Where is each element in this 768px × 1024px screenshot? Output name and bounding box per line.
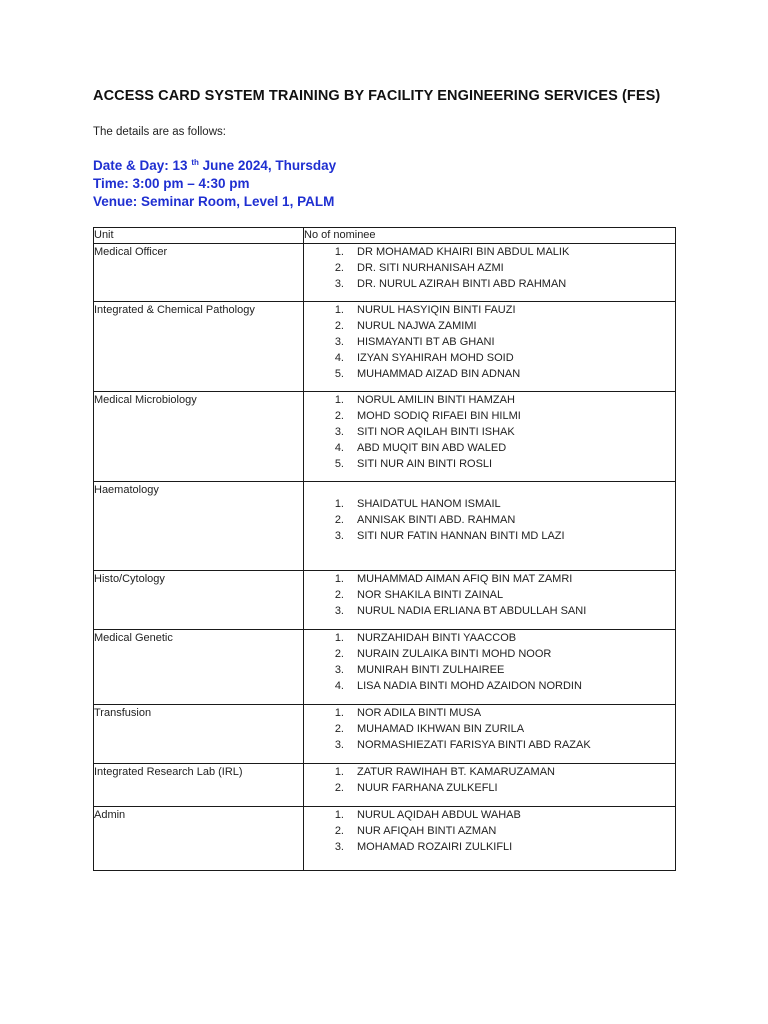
nominee-number: 3.	[334, 426, 344, 438]
nominee-number: 1.	[334, 573, 344, 585]
nominee-number: 5.	[334, 458, 344, 470]
nominee-number: 1.	[334, 632, 344, 644]
nominee-item	[304, 839, 675, 855]
event-details	[93, 157, 336, 211]
nominee-cell	[304, 571, 676, 630]
nominee-cell	[304, 807, 676, 871]
nominee-number: 3.	[334, 739, 344, 751]
nominee-number: 1.	[334, 246, 344, 258]
nominee-name: MUHAMAD IKHWAN BIN ZURILA	[357, 723, 525, 735]
nominee-name: IZYAN SYAHIRAH MOHD SOID	[357, 352, 514, 364]
nominee-list	[304, 571, 675, 619]
nominee-number: 2.	[334, 320, 344, 332]
nominee-number: 1.	[334, 304, 344, 316]
nominee-item	[304, 737, 675, 753]
nominee-item	[304, 780, 675, 796]
unit-cell: Medical Genetic	[94, 630, 304, 705]
nominee-item	[304, 721, 675, 737]
nominee-item	[304, 571, 675, 587]
nominee-name: ANNISAK BINTI ABD. RAHMAN	[357, 514, 516, 526]
nominee-item	[304, 678, 675, 694]
nominee-name: MOHD SODIQ RIFAEI BIN HILMI	[357, 410, 521, 422]
event-time: Time: 3:00 pm – 4:30 pm	[93, 176, 250, 191]
nominee-list	[304, 807, 675, 855]
header-unit: Unit	[94, 228, 304, 244]
nominee-name: DR MOHAMAD KHAIRI BIN ABDUL MALIK	[357, 246, 570, 258]
nominee-item	[304, 630, 675, 646]
nominee-name: MUHAMMAD AIZAD BIN ADNAN	[357, 368, 521, 380]
event-venue: Venue: Seminar Room, Level 1, PALM	[93, 194, 335, 209]
nominee-name: DR. NURUL AZIRAH BINTI ABD RAHMAN	[357, 278, 567, 290]
nominee-item	[304, 334, 675, 350]
nominee-item	[304, 823, 675, 839]
nominee-number: 1.	[334, 766, 344, 778]
nominee-cell	[304, 392, 676, 482]
nominee-table	[93, 227, 676, 871]
nominee-number: 4.	[334, 680, 344, 692]
nominee-name: DR. SITI NURHANISAH AZMI	[357, 262, 504, 274]
nominee-item	[304, 603, 675, 619]
nominee-item	[304, 276, 675, 292]
nominee-number: 2.	[334, 514, 344, 526]
nominee-name: NURUL HASYIQIN BINTI FAUZI	[357, 304, 516, 316]
nominee-name: NURUL NAJWA ZAMIMI	[357, 320, 477, 332]
nominee-cell	[304, 244, 676, 302]
nominee-number: 2.	[334, 825, 344, 837]
nominee-name: MOHAMAD ROZAIRI ZULKIFLI	[357, 841, 513, 853]
nominee-item	[304, 244, 675, 260]
nominee-item	[304, 807, 675, 823]
nominee-item	[304, 350, 675, 366]
unit-cell: Haematology	[94, 482, 304, 571]
nominee-name: MUNIRAH BINTI ZULHAIREE	[357, 664, 505, 676]
unit-cell: Transfusion	[94, 705, 304, 764]
nominee-item	[304, 587, 675, 603]
nominee-name: ABD MUQIT BIN ABD WALED	[357, 442, 507, 454]
nominee-number: 1.	[334, 707, 344, 719]
nominee-number: 3.	[334, 278, 344, 290]
nominee-cell	[304, 302, 676, 392]
table-row	[94, 302, 676, 392]
nominee-name: ZATUR RAWIHAH BT. KAMARUZAMAN	[357, 766, 556, 778]
nominee-item	[304, 705, 675, 721]
unit-cell: Medical Officer	[94, 244, 304, 302]
nominee-item	[304, 764, 675, 780]
nominee-item	[304, 512, 675, 528]
nominee-number: 3.	[334, 336, 344, 348]
nominee-item	[304, 440, 675, 456]
nominee-number: 2.	[334, 782, 344, 794]
table-row	[94, 244, 676, 302]
nominee-number: 2.	[334, 589, 344, 601]
nominee-number: 2.	[334, 262, 344, 274]
nominee-item	[304, 366, 675, 382]
table-row	[94, 705, 676, 764]
nominee-number: 3.	[334, 664, 344, 676]
nominee-list	[304, 630, 675, 694]
nominee-item	[304, 408, 675, 424]
nominee-name: NURUL NADIA ERLIANA BT ABDULLAH SANI	[357, 605, 587, 617]
nominee-number: 3.	[334, 605, 344, 617]
nominee-number: 4.	[334, 352, 344, 364]
nominee-number: 2.	[334, 410, 344, 422]
nominee-cell	[304, 705, 676, 764]
nominee-list	[304, 244, 675, 292]
table-row	[94, 392, 676, 482]
nominee-name: SITI NOR AQILAH BINTI ISHAK	[357, 426, 515, 438]
nominee-list	[304, 392, 675, 472]
nominee-number: 1.	[334, 394, 344, 406]
nominee-cell	[304, 764, 676, 807]
nominee-number: 1.	[334, 498, 344, 510]
nominee-item	[304, 456, 675, 472]
nominee-cell	[304, 630, 676, 705]
nominee-name: NOR SHAKILA BINTI ZAINAL	[357, 589, 504, 601]
nominee-number: 4.	[334, 442, 344, 454]
nominee-number: 3.	[334, 841, 344, 853]
nominee-number: 3.	[334, 530, 344, 542]
nominee-item	[304, 528, 675, 544]
table-row	[94, 764, 676, 807]
nominee-name: NUR AFIQAH BINTI AZMAN	[357, 825, 497, 837]
table-header-row	[94, 228, 676, 244]
table-row	[94, 807, 676, 871]
document-title: ACCESS CARD SYSTEM TRAINING BY FACILITY ENGINEERING SERVICES (FES)	[93, 88, 661, 104]
nominee-item	[304, 260, 675, 276]
nominee-number: 5.	[334, 368, 344, 380]
event-date-suffix: June 2024, Thursday	[198, 158, 337, 173]
unit-cell: Histo/Cytology	[94, 571, 304, 630]
event-date	[93, 157, 336, 175]
intro-text: The details are as follows:	[93, 126, 226, 138]
table-body	[94, 244, 676, 871]
nominee-name: NURUL AQIDAH ABDUL WAHAB	[357, 809, 521, 821]
unit-cell: Integrated & Chemical Pathology	[94, 302, 304, 392]
nominee-number: 1.	[334, 809, 344, 821]
nominee-name: SITI NUR FATIN HANNAN BINTI MD LAZI	[357, 530, 565, 542]
nominee-cell	[304, 482, 676, 571]
nominee-name: NORMASHIEZATI FARISYA BINTI ABD RAZAK	[357, 739, 591, 751]
unit-cell: Integrated Research Lab (IRL)	[94, 764, 304, 807]
unit-cell: Admin	[94, 807, 304, 871]
nominee-name: SITI NUR AIN BINTI ROSLI	[357, 458, 493, 470]
nominee-number: 2.	[334, 648, 344, 660]
nominee-item	[304, 662, 675, 678]
nominee-number: 2.	[334, 723, 344, 735]
nominee-name: NORUL AMILIN BINTI HAMZAH	[357, 394, 515, 406]
nominee-name: HISMAYANTI BT AB GHANI	[357, 336, 495, 348]
event-date-ordinal: th	[191, 158, 199, 167]
nominee-list	[304, 302, 675, 382]
nominee-item	[304, 646, 675, 662]
event-date-prefix: Date & Day: 13	[93, 158, 188, 173]
nominee-item	[304, 496, 675, 512]
nominee-list	[304, 764, 675, 796]
nominee-list	[304, 496, 675, 544]
table-row	[94, 571, 676, 630]
nominee-item	[304, 424, 675, 440]
nominee-name: NUUR FARHANA ZULKEFLI	[357, 782, 498, 794]
nominee-name: MUHAMMAD AIMAN AFIQ BIN MAT ZAMRI	[357, 573, 573, 585]
nominee-item	[304, 392, 675, 408]
nominee-list	[304, 705, 675, 753]
nominee-name: LISA NADIA BINTI MOHD AZAIDON NORDIN	[357, 680, 582, 692]
nominee-name: SHAIDATUL HANOM ISMAIL	[357, 498, 501, 510]
header-nominee: No of nominee	[304, 228, 676, 244]
unit-cell: Medical Microbiology	[94, 392, 304, 482]
table-row	[94, 482, 676, 571]
nominee-name: NURZAHIDAH BINTI YAACCOB	[357, 632, 517, 644]
nominee-name: NURAIN ZULAIKA BINTI MOHD NOOR	[357, 648, 552, 660]
nominee-item	[304, 302, 675, 318]
nominee-name: NOR ADILA BINTI MUSA	[357, 707, 482, 719]
nominee-item	[304, 318, 675, 334]
table-row	[94, 630, 676, 705]
